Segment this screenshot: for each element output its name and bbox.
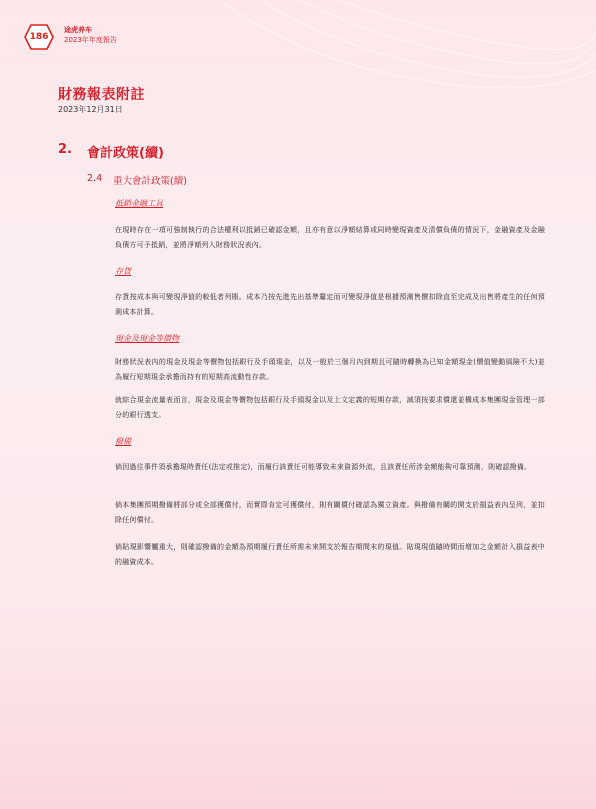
paragraph-cash-1: 財務狀況表內的現金及現金等價物包括銀行及手頭現金，以及一般於三個月內到期且可隨時轉換為已知金額現金(價值變動風險不大)並為履行短期現金承擔而持有的短期高流動性存款。 <box>115 358 545 381</box>
subsection-number: 2.4 <box>87 173 103 184</box>
report-header <box>64 25 117 45</box>
page-date: 2023年12月31日 <box>58 105 123 114</box>
heading-inventories: 存貨 <box>115 267 131 276</box>
paragraph-offsetting: 在現時存在一項可強制執行的合法權利以抵銷已確認金額，且亦有意以淨額結算或同時變現資產及清償負債的情況下，金融資產及金融負債方可予抵銷，並將淨額列入財務狀況表內。 <box>115 226 545 249</box>
paragraph-provisions-1: 倘因過往事件須承擔現時責任(法定或推定)，而履行該責任可能導致未來資源外流，且該責任所涉金額能夠可靠預測，則確認撥備。 <box>115 463 532 471</box>
heading-cash: 現金及現金等價物 <box>115 334 179 343</box>
paragraph-provisions-3: 倘貼現影響屬重大，則確認撥備的金額為預期履行責任所需未來開支於報告期間末的現值。貼現現值隨時間而增加之金額計入損益表中的融資成本。 <box>115 543 545 566</box>
paragraph-inventories: 存貨按成本與可變現淨值的較低者列賬。成本乃按先進先出基準釐定而可變現淨值是根據預測售價扣除直至完成及出售將產生的任何預測成本計算。 <box>115 293 545 316</box>
paragraph-provisions-2: 倘本集團預期撥備將部分或全部獲償付，而實際肯定可獲償付，則有關償付確認為獨立資產。與撥備有關的開支於損益表內呈列，並扣除任何償付。 <box>115 501 545 524</box>
heading-provisions: 撥備 <box>115 437 131 446</box>
section-title: 會計政策(續) <box>87 146 164 161</box>
page-number: 186 <box>29 32 49 42</box>
page-title: 財務報表附註 <box>58 87 145 103</box>
section-number: 2. <box>58 142 72 157</box>
paragraph-cash-2: 就綜合現金流量表而言，現金及現金等價物包括銀行及手頭現金以及上文定義的短期存款，減須按要求償還並構成本集團現金管理一部分的銀行透支。 <box>115 396 545 419</box>
heading-offsetting: 抵銷金融工具 <box>115 199 163 208</box>
company-name: 途虎养车 <box>64 26 92 34</box>
subsection-title: 重大會計政策(續) <box>113 176 187 187</box>
report-name: 2023年年度報告 <box>64 36 117 44</box>
